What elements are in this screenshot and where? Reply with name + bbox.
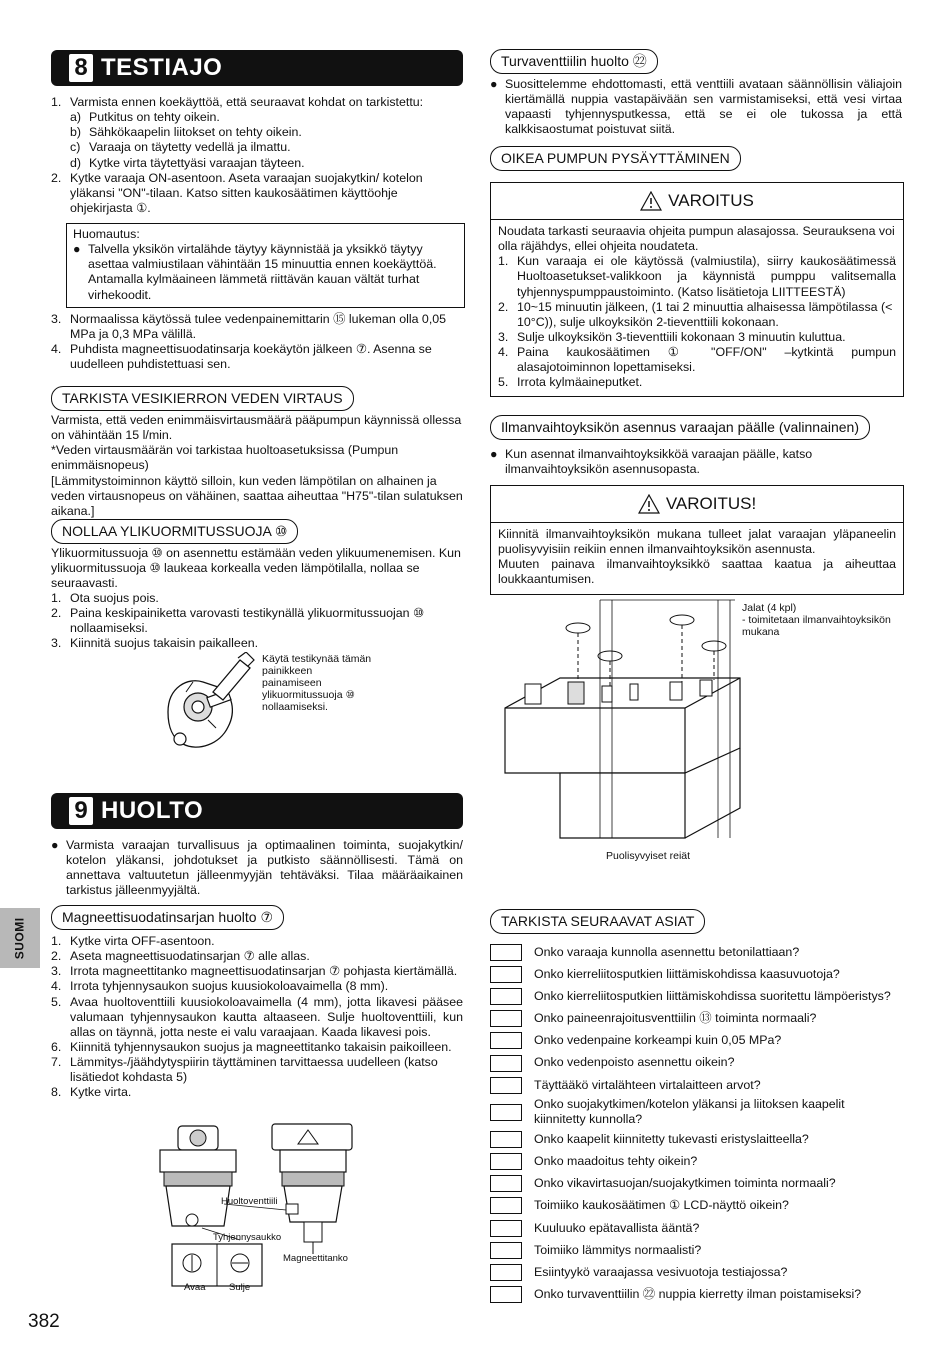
list-item: 4. Irrota tyhjennysaukon suojus kuusiokoloavaimella (8 mm).: [51, 979, 389, 994]
checkbox[interactable]: [490, 1242, 522, 1259]
list-item: 6. Kiinnitä tyhjennysaukon suojus ja magneettitanko takaisin paikoilleen.: [51, 1039, 452, 1054]
checklist-item: Onko vedenpaine korkeampi kuin 0,05 MPa?: [490, 1030, 902, 1052]
magneetti-heading: Magneettisuodatinsarjan huolto ⑦: [51, 905, 284, 930]
checkbox[interactable]: [490, 1175, 522, 1192]
turvaventtiili-bullet: ● Suosittelemme ehdottomasti, että venttiili avataan säännöllisin väliajoin kiertämällä nuppia vastapäivään sen varmistamiseksi, että vesi virtaa vapaasti tyhjennysputkessa, että se ei ole tukossa ja että kalkkisaostumat poistuvat siitä.: [490, 77, 902, 137]
nollaa-list: [51, 591, 463, 652]
list-item: 7. Lämmitys-/jäähdytyspiirin täyttäminen tarvittaessa uudelleen (katso lisätiedot kohdasta 5): [51, 1055, 438, 1085]
list-item: a) Putkitus on tehty oikein.: [70, 110, 220, 125]
checkbox[interactable]: [490, 988, 522, 1005]
magnetic-filter-illustration: [150, 1118, 370, 1300]
checkbox[interactable]: [490, 1104, 522, 1121]
warning-header: [491, 183, 903, 220]
checklist-item: Onko varaaja kunnolla asennettu betonilattiaan?: [490, 941, 902, 963]
overload-protector-illustration: [158, 652, 263, 772]
list-item: 3. Irrota magneettitanko magneettisuodatinsarjan ⑦ pohjasta kiertämällä.: [51, 964, 458, 979]
label-tyhjennysaukko: Tyhjennysaukko: [213, 1232, 282, 1243]
list-item: 2. Paina keskipainiketta varovasti testikynällä ylikuormitussuojan ⑩ nollaamiseksi.: [51, 606, 425, 636]
nollaa-heading: NOLLAA YLIKUORMITUSSUOJA ⑩: [51, 519, 298, 544]
checklist-item: Esiintyykö varaajassa vesivuotoja testiajossa?: [490, 1261, 902, 1283]
turvaventtiili-heading: Turvaventtiilin huolto ㉒: [490, 49, 658, 74]
label-reiat: Puolisyvyiset reiät: [606, 850, 691, 862]
list-item: 3. Kiinnitä suojus takaisin paikalleen.: [51, 636, 259, 651]
tarkista-heading: TARKISTA SEURAAVAT ASIAT: [490, 909, 705, 934]
list-item: 3. Normaalissa käytössä tulee vedenpainemittarin ⑮ lukeman olla 0,05 MPa ja 0,3 MPa välillä.: [51, 312, 447, 342]
list-item: 1. Varmista ennen koekäyttöä, että seuraavat kohdat on tarkistettu:: [51, 95, 424, 109]
checkbox[interactable]: [490, 1286, 522, 1303]
checklist: [490, 941, 902, 1306]
checkbox[interactable]: [490, 1131, 522, 1148]
checklist-item: Onko turvaventtiilin ㉒ nuppia kierretty ilman poistamiseksi?: [490, 1284, 902, 1306]
list-item: b) Sähkökaapelin liitokset on tehty oikein.: [70, 125, 302, 140]
section-title: TESTIAJO: [101, 54, 223, 82]
checklist-item: Onko kierreliitosputkien liittämiskohdissa suoritettu lämpöeristys?: [490, 985, 902, 1007]
checklist-item: Onko suojakytkimen/kotelon yläkansi ja liitoksen kaapelit kiinnitetty kunnolla?: [490, 1096, 902, 1128]
overload-figure-caption: Käytä testikynää tämän painikkeen painamiseen ylikuormitussuoja ⑩ nollaamiseksi.: [262, 653, 372, 714]
checklist-item: Täyttääkö virtalähteen virtalaitteen arvot?: [490, 1074, 902, 1096]
checkbox[interactable]: [490, 1055, 522, 1072]
section-8-header: [51, 50, 463, 86]
language-tab: [0, 908, 40, 968]
warning-title: VAROITUS: [668, 190, 754, 210]
testiajo-list-2: [51, 312, 463, 373]
warning-text: Kiinnitä ilmanvaihtoyksikön mukana tulleet jalat varaajan yläpaneelin puolisyvyisiin reikiin ennen ilmanvaihtoyksikön asennusta. Muuten painava ilmanvaihtoyksikkö saattaa kaatua ja aiheuttaa loukkaantumisen.: [498, 527, 896, 587]
vesikierto-heading: TARKISTA VESIKIERRON VEDEN VIRTAUS: [51, 386, 354, 411]
checkbox[interactable]: [490, 944, 522, 961]
warning-triangle-icon: [640, 191, 662, 211]
label-sulje: Sulje: [229, 1282, 251, 1293]
checkbox[interactable]: [490, 1264, 522, 1281]
vesikierto-text: Varmista, että veden enimmäisvirtausmäärä pääpumpun käynnissä ollessa on vähintään 15 l/min. *Veden virtausmäärän voi tarkistaa huoltoasetuksissa (Pumpun enimmäisnopeus) [Lämmitystoiminnon käyttö silloin, kun veden lämpötilan on alhainen ja veden virtausnopeus on vähäinen, saattaa aiheuttaa "H75"-tilan sulatuksen aikana.]: [51, 413, 463, 518]
huolto-bullet: ● Varmista varaajan turvallisuus ja optimaalinen toiminta, suojakytkin/ kotelon yläkansi, johdotukset ja putkisto säännöllisesti. Tämä on annettava valtuutetun jälleenmyyjän tehtäväksi. Tilaa määräaikainen tarkistus jälleenmyyjältä.: [51, 838, 463, 898]
checkbox[interactable]: [490, 1032, 522, 1049]
checklist-item: Onko paineenrajoitusventtiilin ⑬ toiminta normaali?: [490, 1008, 902, 1030]
language-tab-label: SUOMI: [12, 917, 27, 959]
label-magneettitanko: Magneettitanko: [283, 1253, 348, 1264]
list-item: 2. Kytke varaaja ON-asentoon. Aseta varaajan suojakytkin/ kotelon yläkansi "ON"-tilaan. Katso sitten kaukosäätimen käyttöohje ohjekirjasta ①.: [51, 170, 423, 215]
ilmanvaihto-warning-box: [490, 485, 904, 595]
section-number: 9: [69, 797, 93, 825]
warning-body: [491, 220, 903, 396]
checklist-item: Toimiiko lämmitys normaalisti?: [490, 1239, 902, 1261]
checklist-item: Onko kierreliitosputkien liittämiskohdissa kaasuvuotoja?: [490, 963, 902, 985]
list-item: 2. 10~15 minuutin jälkeen, (1 tai 2 minuuttia alhaisessa lämpötilassa (< 10°C)), sulje ulkoyksikön 2-tieventtiili kokonaan.: [498, 299, 893, 329]
label-jalat: Jalat (4 kpl) - toimitetaan ilmanvaihtoyksikön mukana: [742, 602, 891, 639]
note-bullet: ● Talvella yksikön virtalähde täytyy käynnistää ja yksikkö täytyy asettaa valmiustilaan vähintään 15 minuuttia ennen koekäyttöä. Antamalla kylmäaineen lämmetä riittävän kauan vältät turhat virhekoodit.: [73, 242, 437, 302]
checkbox[interactable]: [490, 1153, 522, 1170]
checkbox[interactable]: [490, 1010, 522, 1027]
label-avaa: Avaa: [184, 1282, 206, 1293]
list-item: c) Varaaja on täytetty vedellä ja ilmattu.: [70, 140, 291, 155]
ventilation-unit-illustration: [500, 598, 745, 848]
pumppu-warning-box: [490, 182, 904, 397]
testiajo-list: [51, 95, 463, 216]
nollaa-text: Ylikuormitussuoja ⑩ on asennettu estämään veden ylikuumenemisen. Kun ylikuormitussuoja ⑩ laukeaa korkealla veden lämpötilalla, nollaa se seuraavasti.: [51, 546, 461, 591]
list-item: 5. Irrota kylmäaineputket.: [498, 375, 643, 390]
section-9-header: [51, 793, 463, 829]
checklist-item: Onko vedenpoisto asennettu oikein?: [490, 1052, 902, 1074]
note-title: Huomautus:: [73, 227, 140, 241]
checklist-item: Onko maadoitus tehty oikein?: [490, 1151, 902, 1173]
list-item: 5. Avaa huoltoventtiili kuusiokoloavaimella (4 mm), jotta likavesi pääsee valumaan tyhjennysaukon kautta altaaseen. Sulje huoltoventtiili, kun allas on täynnä, jotta neste ei valu varaajaan. Kaada likavesi pois.: [51, 994, 463, 1039]
list-item: 1. Kytke virta OFF-asentoon.: [51, 934, 215, 948]
checklist-item: Kuuluuko epätavallista ääntä?: [490, 1217, 902, 1239]
list-item: 3. Sulje ulkoyksikön 3-tieventtiili kokonaan 3 minuutin kuluttua.: [498, 329, 846, 344]
warning-triangle-icon: [638, 494, 660, 514]
checkbox[interactable]: [490, 1220, 522, 1237]
warning-header: [491, 486, 903, 523]
warning-intro: Noudata tarkasti seuraavia ohjeita pumpun alasajossa. Seurauksena voi olla räjähdys, ellei ohjeita noudateta.: [498, 224, 895, 254]
ilmanvaihto-bullet: ● Kun asennat ilmanvaihtoyksikköä varaajan päälle, katso ilmanvaihtoyksikön asennusopasta.: [490, 447, 813, 477]
list-item: 2. Aseta magneettisuodatinsarjan ⑦ alle allas.: [51, 949, 310, 964]
label-huoltoventtiili: Huoltoventtiili: [221, 1196, 278, 1207]
checkbox[interactable]: [490, 1077, 522, 1094]
list-item: d) Kytke virta täytettyäsi varaajan täyteen.: [70, 155, 305, 170]
list-item: 8. Kytke virta.: [51, 1085, 132, 1100]
pumppu-heading: OIKEA PUMPUN PYSÄYTTÄMINEN: [490, 146, 741, 171]
magneetti-list: [51, 934, 463, 1100]
warning-title: VAROITUS!: [665, 493, 757, 513]
checkbox[interactable]: [490, 1197, 522, 1214]
checklist-item: Toimiiko kaukosäätimen ① LCD-näyttö oikein?: [490, 1195, 902, 1217]
section-title: HUOLTO: [101, 797, 204, 825]
section-number: 8: [69, 54, 93, 82]
list-item: 1. Kun varaaja ei ole käytössä (valmiustila), siirry kaukosäätimessä Huoltoasetukset-valikkoon ja käynnistä pumppu valitsemalla tyhjennyspumppaustoiminto. (Katso lisätietoja LIITTEESTÄ): [498, 254, 896, 299]
list-item: 4. Paina kaukosäätimen ① "OFF/ON" –kytkintä pumpun alasajotoiminnon lopettamiseksi.: [498, 345, 896, 375]
checklist-item: Onko vikavirtasuojan/suojakytkimen toiminta normaali?: [490, 1173, 902, 1195]
note-box: [66, 223, 465, 308]
list-item: 4. Puhdista magneettisuodatinsarja koekäytön jälkeen ⑦. Asenna se uudelleen puhdistettuasi sen.: [51, 342, 432, 372]
list-item: 1. Ota suojus pois.: [51, 591, 159, 605]
page-number: 382: [28, 1311, 60, 1332]
ilmanvaihto-heading: Ilmanvaihtoyksikön asennus varaajan päälle (valinnainen): [490, 415, 870, 440]
checkbox[interactable]: [490, 966, 522, 983]
checklist-item: Onko kaapelit kiinnitetty tukevasti eristyslaitteella?: [490, 1128, 902, 1150]
